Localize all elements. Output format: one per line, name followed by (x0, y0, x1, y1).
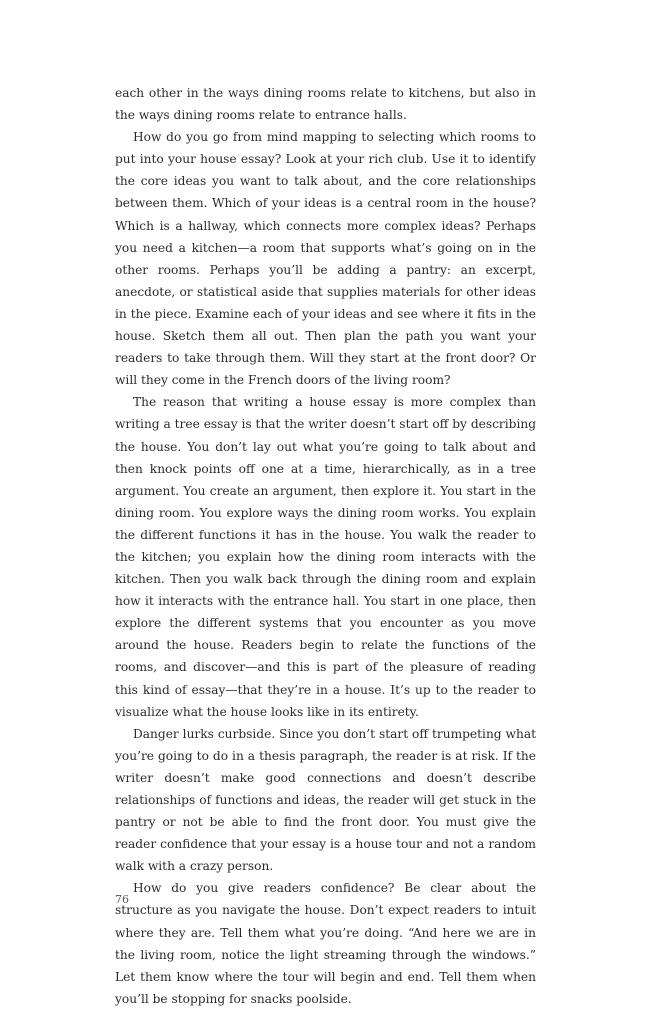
body-text (115, 82, 536, 1010)
paragraph-house-essay-complexity: The reason that writing a house essay is more complex than writing a tree essay is that the writer doesn’t start off by describing the house. You don’t lay out what you’re going to talk about and then knock points off one at a time, hierarchically, as in a tree argument. You create an argument, then explore it. You start in the dining room. You explore ways the dining room works. You explain the different functions it has in the house. You walk the reader to the kitchen; you explain how the dining room interacts with the kitchen. Then you walk back through the dining room and explain how it interacts with the entrance hall. You start in one place, then explore the different systems that you encounter as you move around the house. Readers begin to relate the functions of the rooms, and discover—and this is part of the pleasure of reading this kind of essay—that they’re in a house. It’s up to the reader to visualize what the house looks like in its entirety. (115, 395, 536, 719)
paragraph-continuation: each other in the ways dining rooms relate to kitchens, but also in the ways dining rooms relate to entrance halls. (115, 86, 536, 123)
paragraph-reader-confidence: How do you give readers confidence? Be clear about the structure as you navigate the house. Don’t expect readers to intuit where they are. Tell them what you’re doing. “And here we are in the living room, notice the light streaming through the windows.” Let them know where the tour will begin and end. Tell them when you’ll be stopping for snacks poolside. (115, 881, 536, 1006)
paragraph-danger-curbside: Danger lurks curbside. Since you don’t start off trumpeting what you’re going to do in a thesis paragraph, the reader is at risk. If the writer doesn’t make good connections and doesn’t describe relationships of functions and ideas, the reader will get stuck in the pantry or not be able to find the front door. You must give the reader confidence that your essay is a house tour and not a random walk with a crazy person. (115, 726, 536, 874)
page-number: 76 (115, 893, 129, 906)
paragraph-mind-mapping: How do you go from mind mapping to selecting which rooms to put into your house essay? Look at your rich club. Use it to identify the core ideas you want to talk about, and the core relationships between them. Which of your ideas is a central room in the house? Which is a hallway, which connects more complex ideas? Perhaps you need a kitchen—a room that supports what’s going on in the other rooms. Perhaps you’ll be adding a pantry: an excerpt, anecdote, or statistical aside that supplies materials for other ideas in the piece. Examine each of your ideas and see where it fits in the house. Sketch them all out. Then plan the path you want your readers to take through them. Will they start at the front door? Or will they come in the French doors of the living room? (115, 130, 536, 388)
